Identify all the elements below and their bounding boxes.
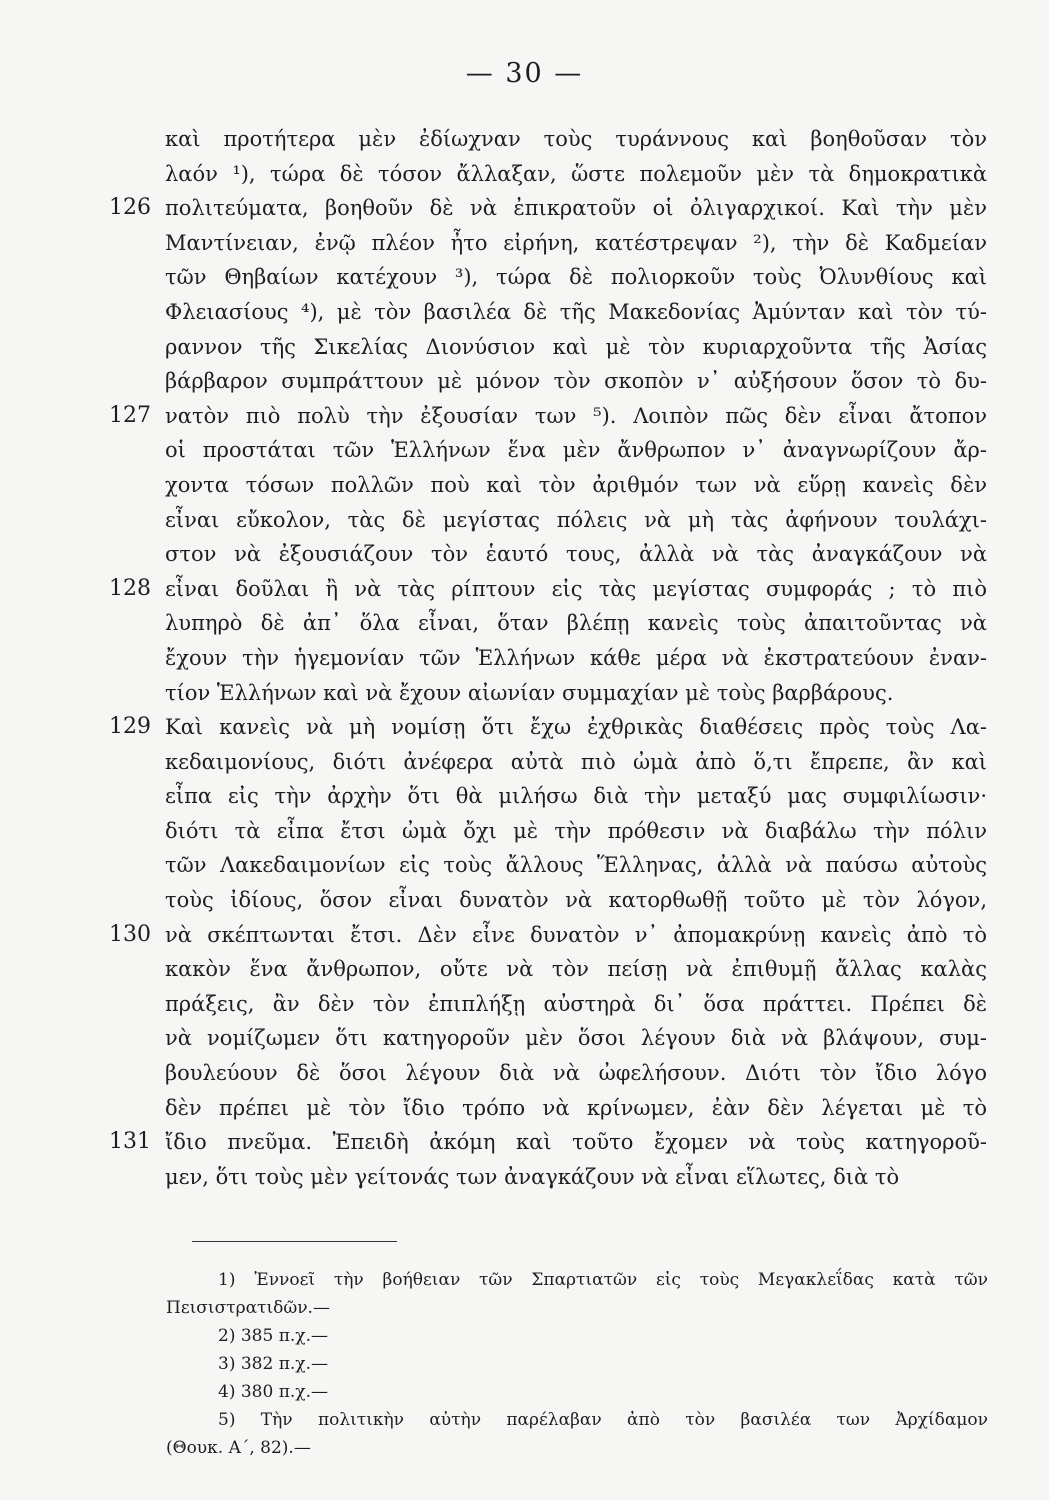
footnote-divider	[192, 1241, 397, 1242]
line-text: Καὶ κανεὶς νὰ μὴ νομίσῃ ὅτι ἔχω ἐχθρικὰς διαθέσεις πρὸς τοὺς Λα-	[165, 715, 987, 740]
line-text: διότι τὰ εἶπα ἔτσι ὠμὰ ὄχι μὲ τὴν πρόθεσιν νὰ διαβάλω τὴν πόλιν	[165, 818, 987, 843]
footnote-text: 1) Ἐννοεῖ τὴν βοήθειαν τῶν Σπαρτιατῶν εἰς τοὺς Μεγακλεΐδας κατὰ τῶν	[218, 1270, 988, 1290]
line-text: κεδαιμονίους, διότι ἀνέφερα αὐτὰ πιὸ ὠμὰ ἀπὸ ὅ,τι ἔπρεπε, ἂν καὶ	[165, 749, 987, 774]
line-text: ἴδιο πνεῦμα. Ἐπειδὴ ἀκόμη καὶ τοῦτο ἔχομεν νὰ τοὺς κατηγοροῦ-	[165, 1130, 987, 1155]
line-text: πολιτεύματα, βοηθοῦν δὲ νὰ ἐπικρατοῦν οἱ ὀλιγαρχικοί. Καὶ τὴν μὲν	[165, 196, 987, 221]
line-text: ραννον τῆς Σικελίας Διονύσιον καὶ μὲ τὸν κυριαρχοῦντα τῆς Ἀσίας	[165, 334, 987, 359]
line-text: λυπηρὸ δὲ ἀπ᾽ ὅλα εἶναι, ὅταν βλέπῃ κανεὶς τοὺς ἀπαιτοῦντας νὰ	[165, 611, 987, 636]
line-text: νὰ σκέπτωνται ἔτσι. Δὲν εἶνε δυνατὸν ν᾽ ἀπομακρύνῃ κανεὶς ἀπὸ τὸ	[165, 922, 987, 947]
line-text: τῶν Θηβαίων κατέχουν ³), τώρα δὲ πολιορκοῦν τοὺς Ὀλυνθίους καὶ	[165, 265, 987, 290]
line-text: στον νὰ ἐξουσιάζουν τὸν ἑαυτό τους, ἀλλὰ νὰ τὰς ἀναγκάζουν νὰ	[165, 542, 987, 567]
line-text: εἶναι εὔκολον, τὰς δὲ μεγίστας πόλεις νὰ μὴ τὰς ἀφήνουν τουλάχι-	[165, 507, 987, 532]
text-line	[165, 676, 987, 711]
footnote-text: 2) 385 π.χ.—	[218, 1326, 328, 1346]
line-text: τοὺς ἰδίους, ὅσον εἶναι δυνατὸν νὰ κατορθωθῇ τοῦτο μὲ τὸν λόγον,	[165, 888, 987, 913]
text-line	[165, 987, 987, 1022]
section-number: 128	[109, 575, 151, 601]
text-line	[165, 952, 987, 987]
footnote	[166, 1266, 988, 1294]
footnote-text: 5) Τὴν πολιτικὴν αὐτὴν παρέλαβαν ἀπὸ τὸν βασιλέα των Ἀρχίδαμον	[218, 1410, 988, 1430]
text-line	[165, 848, 987, 883]
footnote	[166, 1350, 988, 1378]
line-text: χοντα τόσων πολλῶν ποὺ καὶ τὸν ἀριθμόν των νὰ εὕρῃ κανεὶς δὲν	[165, 472, 987, 497]
text-line	[165, 330, 987, 365]
line-text: νὰ νομίζωμεν ὅτι κατηγοροῦν μὲν ὅσοι λέγουν διὰ νὰ βλάψουν, συμ-	[165, 1026, 987, 1051]
text-line	[165, 226, 987, 261]
text-line	[165, 883, 987, 918]
section-number: 131	[109, 1129, 151, 1155]
text-line	[165, 745, 987, 780]
text-line	[165, 157, 987, 192]
footnote-text: 4) 380 π.χ.—	[218, 1382, 328, 1402]
text-line	[165, 468, 987, 503]
text-line	[109, 1125, 987, 1160]
text-line	[165, 779, 987, 814]
section-number: 129	[109, 714, 151, 740]
text-line	[109, 399, 987, 434]
text-line	[109, 572, 987, 607]
footnotes	[166, 1266, 988, 1462]
line-text: εἶπα εἰς τὴν ἀρχὴν ὅτι θὰ μιλήσω διὰ τὴν μεταξύ μας συμφιλίωσιν·	[165, 784, 987, 809]
text-line	[165, 606, 987, 641]
line-text: κακὸν ἕνα ἄνθρωπον, οὔτε νὰ τὸν πείσῃ νὰ ἐπιθυμῇ ἄλλας καλὰς	[165, 957, 987, 982]
text-line	[165, 364, 987, 399]
section-number: 130	[109, 921, 151, 947]
footnote	[166, 1322, 988, 1350]
text-line	[165, 537, 987, 572]
text-line	[165, 503, 987, 538]
line-text: βουλεύουν δὲ ὅσοι λέγουν διὰ νὰ ὠφελήσουν. Διότι τὸν ἴδιο λόγο	[165, 1061, 987, 1086]
text-line	[165, 260, 987, 295]
text-line	[165, 1056, 987, 1091]
footnote	[166, 1434, 988, 1462]
text-line	[165, 1091, 987, 1126]
line-text: τίον Ἑλλήνων καὶ νὰ ἔχουν αἰωνίαν συμμαχίαν μὲ τοὺς βαρβάρους.	[165, 680, 894, 705]
footnote-text: 3) 382 π.χ.—	[218, 1354, 328, 1374]
line-text: πράξεις, ἂν δὲν τὸν ἐπιπλήξῃ αὐστηρὰ δι᾽ ὅσα πράττει. Πρέπει δὲ	[165, 991, 987, 1016]
text-line	[165, 433, 987, 468]
section-number: 127	[109, 402, 151, 428]
line-text: εἶναι δοῦλαι ἢ νὰ τὰς ρίπτουν εἰς τὰς μεγίστας συμφοράς ; τὸ πιὸ	[165, 576, 987, 601]
main-text	[109, 122, 987, 1194]
line-text: βάρβαρον συμπράττουν μὲ μόνον τὸν σκοπὸν ν᾽ αὐξήσουν ὅσον τὸ δυ-	[165, 369, 987, 394]
footnote	[166, 1406, 988, 1434]
text-line	[109, 191, 987, 226]
footnote	[166, 1294, 988, 1322]
text-line	[109, 918, 987, 953]
line-text: δὲν πρέπει μὲ τὸν ἴδιο τρόπο νὰ κρίνωμεν, ἐὰν δὲν λέγεται μὲ τὸ	[165, 1095, 987, 1120]
text-line	[165, 122, 987, 157]
text-line	[165, 1021, 987, 1056]
line-text: μεν, ὅτι τοὺς μὲν γείτονάς των ἀναγκάζουν νὰ εἶναι εἵλωτες, διὰ τὸ	[165, 1164, 900, 1189]
line-text: Φλειασίους ⁴), μὲ τὸν βασιλέα δὲ τῆς Μακεδονίας Ἀμύνταν καὶ τὸν τύ-	[165, 299, 987, 324]
text-line	[165, 814, 987, 849]
line-text: καὶ προτήτερα μὲν ἐδίωχναν τοὺς τυράννους καὶ βοηθοῦσαν τὸν	[165, 127, 987, 151]
text-line	[165, 295, 987, 330]
text-line	[165, 1160, 987, 1195]
footnote-text: Πεισιστρατιδῶν.—	[166, 1298, 330, 1318]
line-text: λαόν ¹), τώρα δὲ τόσον ἄλλαξαν, ὥστε πολεμοῦν μὲν τὰ δημοκρατικὰ	[165, 161, 987, 186]
footnote-text: (Θουκ. Α΄, 82).—	[166, 1438, 311, 1458]
text-line	[165, 641, 987, 676]
page-number: — 30 —	[465, 58, 584, 89]
line-text: τῶν Λακεδαιμονίων εἰς τοὺς ἄλλους Ἕλληνας, ἀλλὰ νὰ παύσω αὐτοὺς	[165, 853, 987, 878]
line-text: οἱ προστάται τῶν Ἑλλήνων ἕνα μὲν ἄνθρωπον ν᾽ ἀναγνωρίζουν ἄρ-	[165, 438, 987, 463]
line-text: ἔχουν τὴν ἡγεμονίαν τῶν Ἑλλήνων κάθε μέρα νὰ ἐκστρατεύουν ἐναν-	[165, 645, 987, 670]
line-text: νατὸν πιὸ πολὺ τὴν ἐξουσίαν των ⁵). Λοιπὸν πῶς δὲν εἶναι ἄτοπον	[165, 403, 987, 428]
line-text: Μαντίνειαν, ἐνῷ πλέον ἦτο εἰρήνη, κατέστρεψαν ²), τὴν δὲ Καδμείαν	[165, 230, 987, 255]
text-line	[109, 710, 987, 745]
footnote	[166, 1378, 988, 1406]
section-number: 126	[109, 195, 151, 221]
